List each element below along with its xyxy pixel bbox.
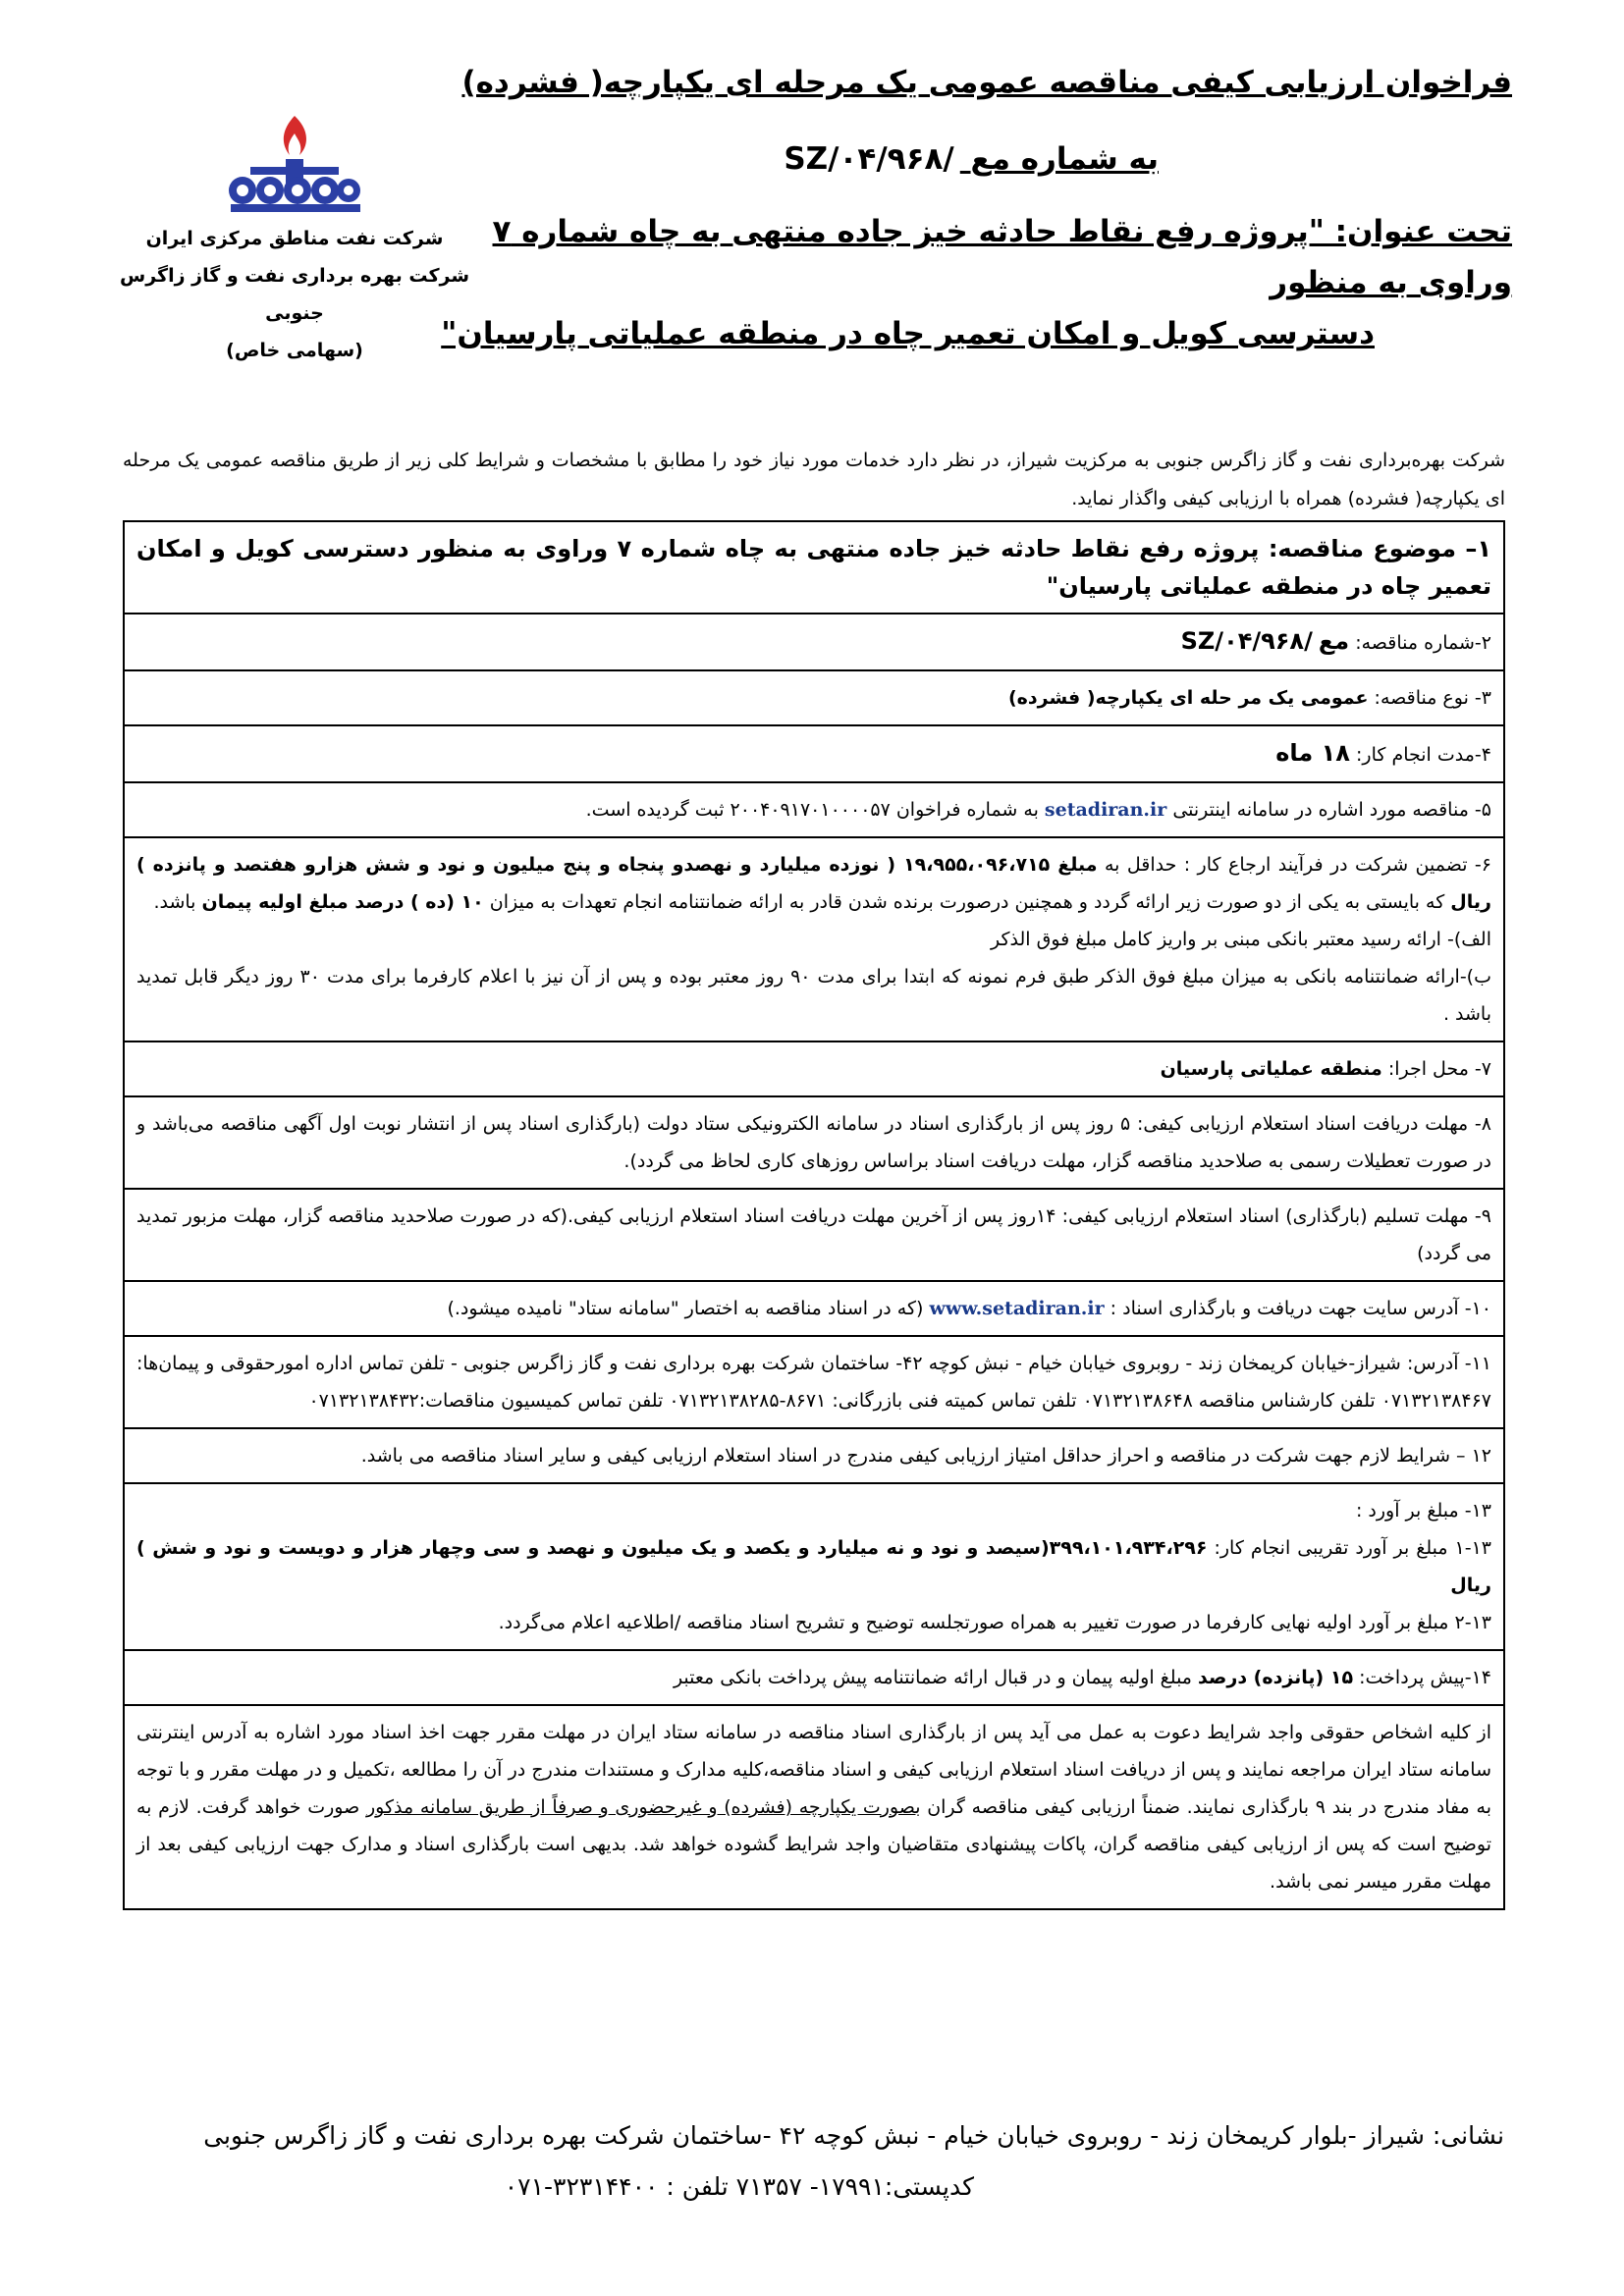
row-document-deadline: ۸- مهلت دریافت اسناد استعلام ارزیابی کیفی: ۵ روز پس از بارگذاری اسناد در سامانه الکترونیکی ستاد دولت (بارگذاری اسناد پس از انتشار نوبت اول آگهی مناقصه می‌باشد و در صورت تعطیلات رسمی به صلاحدید مناقصه گزار، مهلت دریافت اسناد براساس روزهای کاری لحاظ می گردد).	[125, 1097, 1503, 1190]
tender-number-code: SZ/۰۴/۹۶۸/	[784, 141, 954, 177]
row-subject: ۱– موضوع مناقصه: پروژه رفع نقاط حادثه خیز جاده منتهی به چاه شماره ۷ وراوی به منظور دسترسی کویل و امکان تعمیر چاه در منطقه عملیاتی پارسیان"	[125, 522, 1503, 614]
footer-line-1: نشانی: شیراز -بلوار کریمخان زند - روبروی خیابان خیام - نبش کوچه ۴۲ -ساختمان شرکت بهره برداری نفت و گاز زاگرس جنوبی	[203, 2121, 1504, 2150]
subject-title	[412, 206, 1512, 359]
setad-website-link[interactable]: www.setadiran.ir	[929, 1298, 1105, 1319]
company-logo-block	[118, 61, 471, 369]
text-a: ۵- مناقصه مورد اشاره در سامانه اینترنتی	[1172, 799, 1491, 821]
text-b: (که در اسناد مناقصه به اختصار "سامانه ستاد" نامیده میشود.)	[447, 1298, 924, 1319]
header	[118, 61, 1512, 385]
text-a: ۱۰- آدرس سایت جهت دریافت و بارگذاری اسناد :	[1110, 1298, 1491, 1319]
tender-details-table	[123, 520, 1505, 1910]
row-duration	[125, 726, 1503, 783]
subject-line-2: دسترسی کویل و امکان تعمیر چاه در منطقه عملیاتی پارسیان"	[441, 316, 1375, 351]
text-b: که بایستی به یکی از دو صورت زیر ارائه گردد و همچنین درصورت برنده شدن قادر به ارائه ضمانتنامه انجام تعهدات به میزان	[489, 891, 1445, 913]
value: ۱۵ (پانزده) درصد	[1198, 1667, 1354, 1688]
text-c: باشد.	[153, 891, 196, 913]
value: عمومی یک مر حله ای یکپارچه( فشرده)	[1007, 687, 1369, 709]
setad-link[interactable]: setadiran.ir	[1044, 799, 1167, 821]
row-estimate	[125, 1484, 1503, 1651]
subject-line-1: تحت عنوان: "پروژه رفع نقاط حادثه خیز جاده منتهی به چاه شماره ۷ وراوی به منظور	[492, 214, 1512, 300]
footer-line-2: کدپستی:۱۷۹۹۱- ۷۱۳۵۷ تلفن : ۳۲۳۱۴۴۰۰-۰۷۱	[504, 2172, 974, 2201]
row-tender-number	[125, 614, 1503, 671]
tender-number-prefix: به شماره مع	[970, 141, 1159, 177]
label: ۴-مدت انجام کار:	[1356, 744, 1491, 766]
value-code: SZ/۰۴/۹۶۸/	[1180, 627, 1313, 655]
row-conditions: ۱۲ – شرایط لازم جهت شرکت در مناقصه و احراز حداقل امتیاز ارزیابی کیفی مندرج در اسناد استعلام ارزیابی کیفی و سایر اسناد مناقصه می باشد.	[125, 1429, 1503, 1484]
option-alef: الف)- ارائه رسید معتبر بانکی مبنی بر واریز کامل مبلغ فوق الذکر	[990, 929, 1491, 950]
percent: ۱۰ (ده ) درصد مبلغ اولیه پیمان	[201, 891, 484, 913]
nioc-logo-icon	[221, 112, 368, 220]
text-a: از کلیه اشخاص حقوقی واجد شرایط دعوت به عمل می آید پس از بارگذاری اسناد مناقصه در سامانه ستاد ایران در مهلت مقرر جهت اخذ اسناد مورد اشاره به آدرس اینترنتی سامانه ستاد ایران مراجعه نمایند و پس از دریافت اسناد استعلام ارزیابی کیفی و اسناد مناقصه،کلیه مدارک و مستندات مندرج در آن را مطالعه ،تکمیل و در مهلت مقرر و با توجه به مفاد مندرج در بند ۹ بارگذاری نمایند. ضمناً ارزیابی کیفی مناقصه گران	[136, 1722, 1492, 1818]
label: ۱۴-پیش پرداخت:	[1359, 1667, 1491, 1688]
value-prefix: مع	[1318, 627, 1350, 655]
amount: مبلغ ۱۹،۹۵۵،۰۹۶،۷۱۵ ( نوزده میلیارد و نهصدو پنجاه و پنج میلیون و نود و شش هزارو هفتصد و پانزده ) ریال	[136, 854, 1491, 913]
title-block	[412, 61, 1512, 359]
company-type: (سهامی خاص)	[226, 340, 363, 361]
rest: مبلغ اولیه پیمان و در قبال ارائه ضمانتنامه پیش پرداخت بانکی معتبر	[673, 1667, 1192, 1688]
company-name-1: شرکت نفت مناطق مرکزی ایران	[145, 228, 444, 249]
row-location	[125, 1042, 1503, 1097]
footer-address	[110, 2110, 1504, 2213]
document-title: فراخوان ارزیابی کیفی مناقصه عمومی یک مرحله ای یکپارچه( فشرده)	[461, 65, 1512, 100]
row-submission-deadline: ۹- مهلت تسلیم (بارگذاری) اسناد استعلام ارزیابی کیفی: ۱۴روز پس از آخرین مهلت دریافت اسناد استعلام ارزیابی کیفی.(که در صورت صلاحدید مناقصه گزار، مهلت مزبور تمدید می گردد)	[125, 1190, 1503, 1282]
label: ۳- نوع مناقصه:	[1374, 687, 1491, 709]
estimate-heading: ۱۳- مبلغ بر آورد :	[1355, 1500, 1491, 1522]
row-tender-type	[125, 671, 1503, 726]
intro-paragraph: شرکت بهره‌برداری نفت و گاز زاگرس جنوبی به مرکزیت شیراز، در نظر دارد خدمات مورد نیاز خود را مطابق با مشخصات و شرایط کلی زیر از طریق مناقصه عمومی یک مرحله ای یکپارچه( فشرده) همراه با ارزیابی کیفی واگذار نماید.	[123, 450, 1505, 509]
company-name-2: شرکت بهره برداری نفت و گاز زاگرس جنوبی	[119, 265, 470, 324]
value: ۱۸ ماه	[1275, 739, 1350, 767]
amount: ۳۹۹،۱۰۱،۹۳۴،۲۹۶(سیصد و نود و نه میلیارد و یکصد و یک میلیون و نهصد و سی وچهار هزار و دویست و نود و شش ) ریال	[136, 1537, 1491, 1596]
estimate-2: ۲-۱۳ مبلغ بر آورد اولیه نهایی کارفرما در صورت تغییر به همراه صورتجلسه توضیح و تشریح اسناد مناقصه /اطلاعیه اعلام می‌گردد.	[498, 1612, 1491, 1633]
estimate-1	[136, 1529, 1491, 1604]
underlined-text: بصورت یکپارچه (فشرده) و غیرحضوری و صرفاً از طریق سامانه مذکور	[365, 1796, 921, 1818]
row-invitation	[125, 1706, 1503, 1908]
row-prepayment	[125, 1651, 1503, 1706]
row-website	[125, 1282, 1503, 1337]
row-registration	[125, 783, 1503, 838]
text-b: به شماره فراخوان ۲۰۰۴۰۹۱۷۰۱۰۰۰۰۵۷ ثبت گردیده است.	[585, 799, 1039, 821]
label: ۷- محل اجرا:	[1387, 1058, 1491, 1080]
row-address: ۱۱- آدرس: شیراز-خیابان کریمخان زند - روبروی خیابان خیام - نبش کوچه ۴۲- ساختمان شرکت بهره برداری نفت و گاز زاگرس جنوبی - تلفن تماس اداره امورحقوقی و پیمان‌ها: ۰۷۱۳۲۱۳۸۴۶۷ تلفن کارشناس مناقصه ۰۷۱۳۲۱۳۸۶۴۸ تلفن تماس کمیته فنی بازرگانی: ۸۶۷۱-۰۷۱۳۲۱۳۸۲۸۵ تلفن تماس کمیسیون مناقصات:۰۷۱۳۲۱۳۸۴۳۲	[125, 1337, 1503, 1429]
label: ۲-شماره مناقصه:	[1355, 632, 1491, 654]
text-b: صورت خواهد گرفت. لازم به توضیح است که پس از ارزیابی کیفی مناقصه گران، پاکات پیشنهادی متقاضیان واجد شرایط گشوده خواهد شد. بدیهی است بارگذاری اسناد و مدارک جهت ارزیابی کیفی بعد از مهلت مقرر میسر نمی باشد.	[136, 1796, 1491, 1893]
text-a: ۶- تضمین شرکت در فرآیند ارجاع کار : حداقل به	[1104, 854, 1491, 876]
option-be: ب)-ارائه ضمانتنامه بانکی به میزان مبلغ فوق الذکر طبق فرم نمونه که ابتدا برای مدت ۹۰ روز معتبر بوده و پس از آن نیز با اعلام کارفرما برای مدت ۳۰ روز دیگر قابل تمدید باشد .	[136, 966, 1491, 1025]
row-guarantee	[125, 838, 1503, 1042]
value: منطقه عملیاتی پارسیان	[1160, 1058, 1382, 1080]
tender-number	[412, 137, 1512, 181]
label: ۱-۱۳ مبلغ بر آورد تقریبی انجام کار:	[1214, 1537, 1491, 1559]
